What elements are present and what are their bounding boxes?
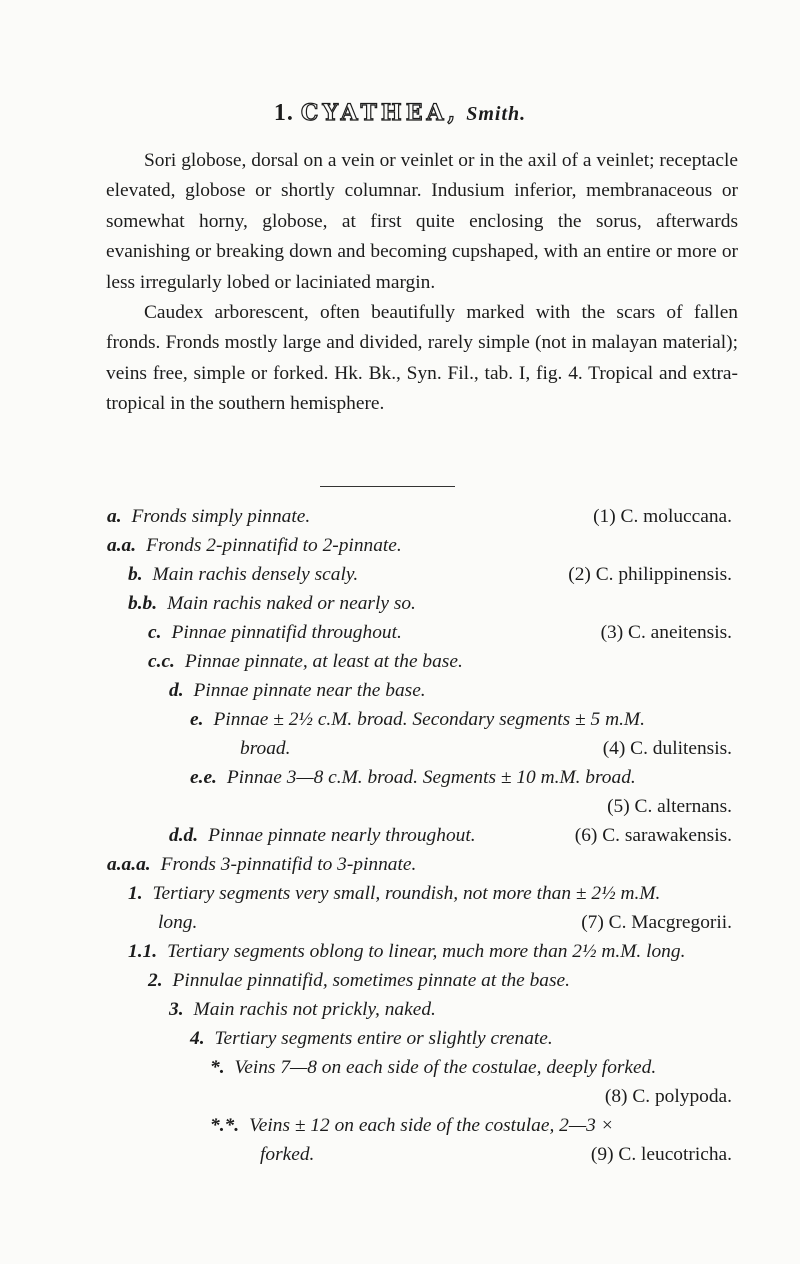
key-species: (3) C. aneitensis. bbox=[600, 622, 732, 643]
key-text: Fronds simply pinnate. bbox=[131, 506, 311, 527]
key-marker: 2. bbox=[148, 970, 163, 991]
key-row bbox=[148, 618, 732, 648]
key-species: (8) C. polypoda. bbox=[604, 1086, 732, 1107]
key-text: Fronds 2-pinnatifid to 2-pinnate. bbox=[146, 535, 402, 556]
key-species: (7) C. Macgregorii. bbox=[581, 912, 732, 933]
key-text: Pinnae ± 2½ c.M. broad. Secondary segments ± 5 m.M. bbox=[213, 709, 645, 730]
key-row bbox=[107, 531, 732, 561]
key-row bbox=[210, 1111, 732, 1141]
genus-number: 1. bbox=[273, 100, 294, 126]
key-row bbox=[190, 1024, 732, 1054]
key-row bbox=[190, 705, 732, 735]
section-divider bbox=[320, 486, 455, 487]
key-marker: c.c. bbox=[148, 651, 175, 672]
key-species: (5) C. alternans. bbox=[607, 796, 732, 817]
genus-description bbox=[106, 146, 738, 420]
key-text: broad. bbox=[240, 738, 291, 759]
key-row bbox=[128, 879, 732, 909]
key-marker: b. bbox=[128, 564, 143, 585]
key-text: forked. bbox=[260, 1144, 315, 1165]
key-row bbox=[107, 850, 732, 880]
key-marker: a.a.a. bbox=[107, 854, 151, 875]
key-marker: d.d. bbox=[169, 825, 199, 846]
key-row bbox=[210, 1053, 732, 1083]
key-text: Veins ± 12 on each side of the costulae, 2—3 × bbox=[249, 1115, 614, 1136]
key-marker: 1.1. bbox=[128, 941, 158, 962]
key-text: Pinnae pinnate, at least at the base. bbox=[184, 651, 463, 672]
key-marker: a.a. bbox=[107, 535, 137, 556]
description-paragraph-sori: Sori globose, dorsal on a vein or veinlet or in the axil of a veinlet; receptacle elevated, globose or shortly columnar. Indusium inferior, membranaceous or somewhat horny, globose, at first quite enclosing the sorus, afterwards evanishing or breaking down and becoming cupshaped, with an entire or more or less irregularly lobed or laciniated margin. bbox=[106, 150, 738, 293]
key-species: (2) C. philippinensis. bbox=[568, 564, 732, 585]
key-text: Pinnae 3—8 c.M. broad. Segments ± 10 m.M. broad. bbox=[226, 767, 636, 788]
key-species: (6) C. sarawakensis. bbox=[574, 825, 732, 846]
key-marker: d. bbox=[169, 680, 184, 701]
key-text: Pinnae pinnate nearly throughout. bbox=[208, 825, 476, 846]
key-marker: e.e. bbox=[190, 767, 217, 788]
key-species: (1) C. moluccana. bbox=[593, 506, 732, 527]
key-row bbox=[148, 966, 732, 996]
key-row bbox=[230, 792, 732, 822]
key-marker: e. bbox=[190, 709, 204, 730]
key-text: Tertiary segments very small, roundish, not more than ± 2½ m.M. bbox=[152, 883, 661, 904]
key-species: (4) C. dulitensis. bbox=[602, 738, 732, 759]
key-row bbox=[190, 763, 732, 793]
key-row bbox=[169, 821, 732, 851]
key-row bbox=[128, 560, 732, 590]
key-marker: b.b. bbox=[128, 593, 158, 614]
key-marker: *.*. bbox=[210, 1115, 240, 1136]
key-text: Veins 7—8 on each side of the costulae, deeply forked. bbox=[234, 1057, 657, 1078]
genus-heading bbox=[0, 100, 800, 127]
key-row bbox=[169, 676, 732, 706]
key-species: (9) C. leucotricha. bbox=[590, 1144, 732, 1165]
key-marker: a. bbox=[107, 506, 122, 527]
key-row bbox=[230, 734, 732, 764]
key-text: Tertiary segments entire or slightly crenate. bbox=[214, 1028, 553, 1049]
key-row bbox=[107, 502, 732, 532]
key-marker: 3. bbox=[169, 999, 184, 1020]
key-marker: 4. bbox=[190, 1028, 205, 1049]
key-row bbox=[128, 937, 732, 967]
key-marker: 1. bbox=[128, 883, 143, 904]
key-row bbox=[169, 995, 732, 1025]
key-text: long. bbox=[158, 912, 198, 933]
key-text: Tertiary segments oblong to linear, much more than 2½ m.M. long. bbox=[167, 941, 686, 962]
key-text: Main rachis not prickly, naked. bbox=[193, 999, 436, 1020]
key-text: Pinnae pinnate near the base. bbox=[193, 680, 426, 701]
genus-author: Smith. bbox=[466, 103, 527, 125]
key-row bbox=[128, 589, 732, 619]
key-text: Fronds 3-pinnatifid to 3-pinnate. bbox=[160, 854, 417, 875]
key-text: Pinnae pinnatifid throughout. bbox=[171, 622, 402, 643]
key-row bbox=[148, 647, 732, 677]
key-row bbox=[250, 1140, 732, 1170]
description-paragraph-caudex: Caudex arborescent, often beautifully marked with the scars of fallen fronds. Fronds mostly large and divided, rarely simple (not in malayan material); veins free, simple or forked. Hk. Bk., Syn. Fil., tab. I, fig. 4. Tropical and extra-tropical in the southern hemisphere. bbox=[106, 302, 738, 415]
key-row bbox=[250, 1082, 732, 1112]
key-marker: *. bbox=[210, 1057, 225, 1078]
genus-name: CYATHEA, bbox=[300, 100, 460, 126]
key-text: Main rachis naked or nearly so. bbox=[167, 593, 416, 614]
key-row bbox=[148, 908, 732, 938]
key-text: Main rachis densely scaly. bbox=[152, 564, 359, 585]
key-marker: c. bbox=[148, 622, 162, 643]
key-text: Pinnulae pinnatifid, sometimes pinnate at the base. bbox=[172, 970, 571, 991]
